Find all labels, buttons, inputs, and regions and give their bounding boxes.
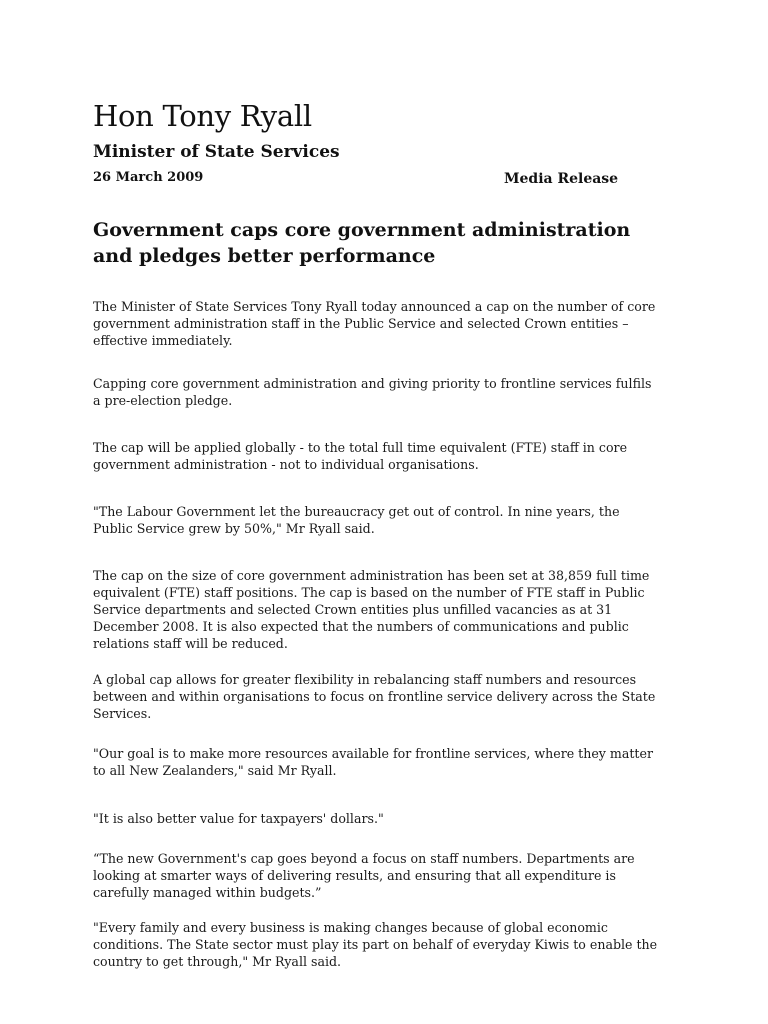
body-paragraph: "Every family and every business is making changes because of global economic conditions. The State sector must play its part on behalf of everyday Kiwis to enable the country to get through," Mr Ryall said. xyxy=(93,920,658,969)
body-paragraph: "The Labour Government let the bureaucracy get out of control. In nine years, the Public Service grew by 50%," Mr Ryall said. xyxy=(93,504,620,536)
release-date: 26 March 2009 xyxy=(93,170,204,185)
body-paragraph: Capping core government administration and giving priority to frontline services fulfils a pre-election pledge. xyxy=(93,376,652,408)
body-paragraph: The cap will be applied globally - to the total full time equivalent (FTE) staff in core government administration - not to individual organisations. xyxy=(93,440,628,472)
body-paragraph: "Our goal is to make more resources available for frontline services, where they matter to all New Zealanders," said Mr Ryall. xyxy=(93,746,653,778)
release-type-label: Media Release xyxy=(504,171,619,187)
body-paragraph: The cap on the size of core government administration has been set at 38,859 full time equivalent (FTE) staff positions. The cap is based on the number of FTE staff in Public Service departments and selected Crown entities plus unfilled vacancies as at 31 December 2008. It is also expected that the numbers of communications and public relations staff will be reduced. xyxy=(93,568,650,651)
minister-title: Minister of State Services xyxy=(93,142,340,162)
body-paragraph: “The new Government's cap goes beyond a focus on staff numbers. Departments are looking at smarter ways of delivering results, and ensuring that all expenditure is carefully managed within budgets.” xyxy=(93,851,635,900)
headline: Government caps core government administration and pledges better performance xyxy=(93,219,631,267)
body-paragraph: "It is also better value for taxpayers' dollars." xyxy=(93,811,384,826)
body-paragraph: A global cap allows for greater flexibility in rebalancing staff numbers and resources between and within organisations to focus on frontline service delivery across the State Services. xyxy=(93,672,656,721)
minister-name: Hon Tony Ryall xyxy=(93,99,312,133)
body-paragraph: The Minister of State Services Tony Ryall today announced a cap on the number of core government administration staff in the Public Service and selected Crown entities – effective immediately. xyxy=(93,299,656,348)
